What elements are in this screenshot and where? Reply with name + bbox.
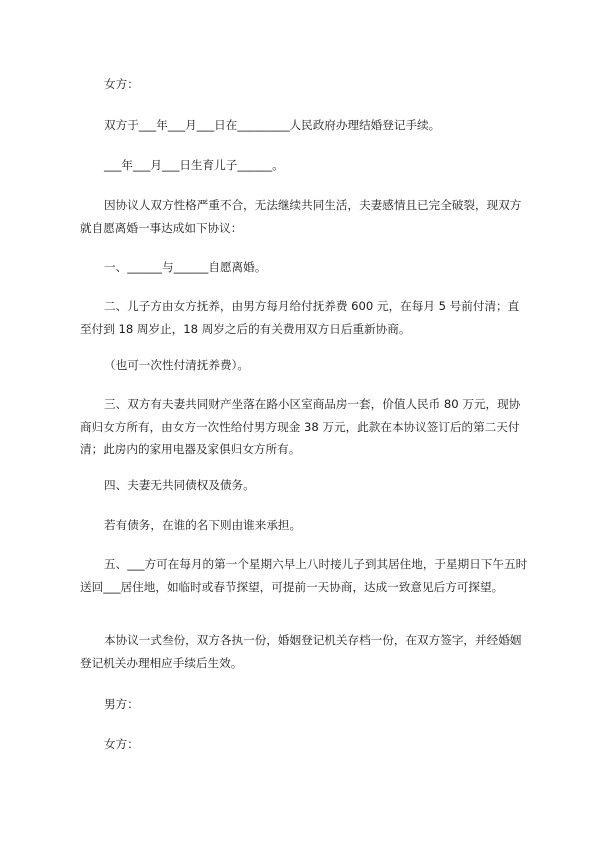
marriage-registration-paragraph: 双方于___年___月___日在_________人民政府办理结婚登记手续。: [104, 118, 441, 132]
debt-responsibility-paragraph: 若有债务，在谁的名下则由谁来承担。: [104, 518, 302, 532]
divorce-reason-paragraph: 因协议人双方性格严重不合，无法继续共同生活，夫妻感情且已完全破裂，现双方就自愿离婚一事达成如下协议：: [80, 198, 522, 235]
clause-one: 一、______与______自愿离婚。: [104, 260, 267, 274]
female-party-signature-label: 女方：: [104, 737, 139, 751]
clause-two-child-support: 二、儿子方由女方抚养，由男方每月给付抚养费 600 元，在每月 5 号前付清；直至付到 18 周岁止，18 周岁之后的有关费用双方日后重新协商。: [80, 299, 520, 336]
child-birth-paragraph: ___年___月___日生育儿子______。: [104, 158, 284, 172]
agreement-copies-paragraph: 本协议一式叁份，双方各执一份，婚姻登记机关存档一份，在双方签字，并经婚姻登记机关办理相应手续后生效。: [80, 633, 522, 670]
clause-five-visitation: 五、___方可在每月的第一个星期六早上八时接儿子到其居住地，于星期日下午五时送回___居住地，如临时或春节探望，可提前一天协商，达成一致意见后方可探望。: [80, 557, 528, 594]
lump-sum-note: （也可一次性付清抚养费）。: [104, 358, 249, 372]
male-party-signature-label: 男方：: [104, 697, 139, 711]
clause-three-property: 三、双方有夫妻共同财产坐落在路小区室商品房一套，价值人民币 80 万元，现协商归女方所有，由女方一次性给付男方现金 38 万元，此款在本协议签订后的第二天付清；此房内的家用电器及家俱归女方所有。: [80, 397, 521, 456]
female-party-label-top: 女方：: [104, 77, 139, 91]
clause-four-debts: 四、夫妻无共同债权及债务。: [104, 478, 255, 492]
